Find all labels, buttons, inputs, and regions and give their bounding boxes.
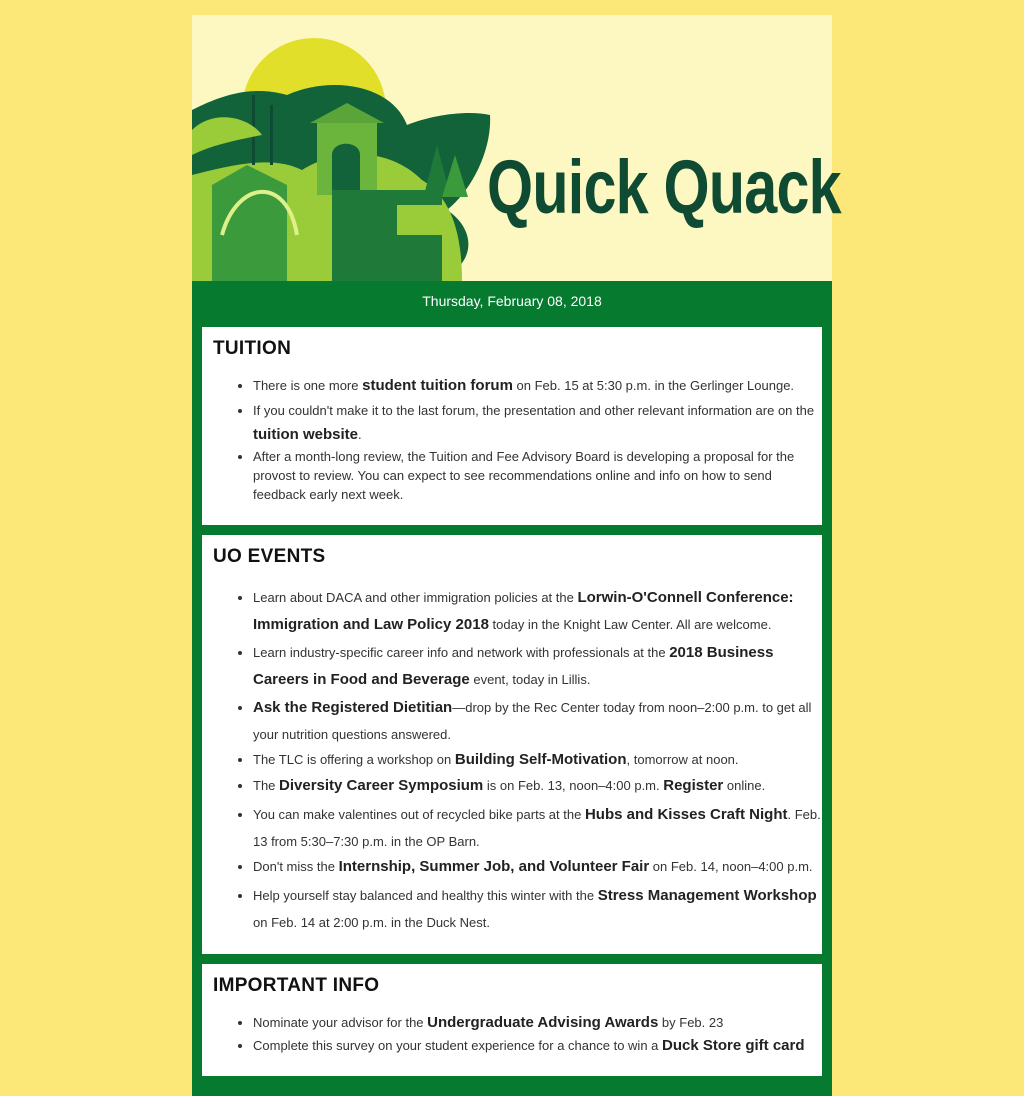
- building-window-band: [397, 205, 442, 235]
- list-item: [253, 882, 822, 936]
- item-text: Learn industry-specific career info and network with professionals at the: [253, 645, 670, 660]
- item-link[interactable]: Duck Store gift card: [662, 1037, 805, 1054]
- list-item: [253, 694, 822, 748]
- events-list: [213, 584, 822, 936]
- item-text: on Feb. 15 at 5:30 p.m. in the Gerlinger Lounge.: [512, 378, 795, 393]
- building-right: [332, 190, 442, 281]
- item-text: Complete this survey on your student experience for a chance to win a: [253, 1038, 662, 1053]
- section-title: TUITION: [213, 338, 292, 359]
- item-link[interactable]: Lorwin-O'Connell Conference: Immigration and Law Policy 2018: [253, 589, 794, 633]
- item-link[interactable]: Internship, Summer Job, and Volunteer Fair: [338, 858, 650, 875]
- item-text: If you couldn't make it to the last forum, the presentation and other relevant information are on the: [253, 403, 815, 418]
- item-text: on Feb. 14, noon–4:00 p.m.: [649, 859, 813, 874]
- section-title: UO EVENTS: [213, 546, 326, 567]
- item-text: . Feb. 13 from 5:30–7:30 p.m. in the OP Barn.: [253, 807, 821, 849]
- list-item: [253, 801, 822, 855]
- item-link[interactable]: Register: [663, 777, 724, 794]
- item-text: Nominate your advisor for the: [253, 1015, 428, 1030]
- newsletter-logo-title: Quick Quack: [487, 145, 841, 230]
- item-link[interactable]: student tuition forum: [362, 377, 513, 394]
- item-link[interactable]: Hubs and Kisses Craft Night: [584, 806, 788, 823]
- item-link[interactable]: Diversity Career Symposium: [279, 777, 484, 794]
- item-text: Help yourself stay balanced and healthy this winter with the: [253, 888, 598, 903]
- list-item: [253, 1013, 822, 1032]
- lamp-post-2: [270, 105, 273, 165]
- list-item: [253, 639, 822, 693]
- list-item: [253, 1036, 822, 1055]
- header-banner: [192, 15, 841, 281]
- section-tuition: [202, 327, 822, 525]
- item-text: The TLC is offering a workshop on: [253, 752, 455, 767]
- item-text: After a month-long review, the Tuition and Fee Advisory Board is developing a proposal for the provost to review. You can expect to see recommendations online and info on how to send feedback early next week.: [253, 449, 795, 502]
- list-item: [253, 399, 822, 447]
- item-text: You can make valentines out of recycled bike parts at the: [253, 807, 585, 822]
- item-text: Don't miss the: [253, 859, 339, 874]
- list-item: [253, 749, 822, 770]
- item-text: There is one more: [253, 378, 363, 393]
- item-text: .: [358, 427, 362, 442]
- list-item: [253, 447, 822, 504]
- item-text: —drop by the Rec Center today from noon–2:00 p.m. to get all your nutrition questions answered.: [253, 700, 812, 742]
- item-link[interactable]: 2018 Business Careers in Food and Beverage: [253, 644, 774, 688]
- building-arch: [332, 144, 360, 195]
- section-title: IMPORTANT INFO: [213, 975, 380, 996]
- newsletter-body: [192, 281, 832, 1096]
- tuition-list: [213, 376, 822, 504]
- section-important-info: [202, 964, 822, 1076]
- building-left: [212, 165, 287, 281]
- item-link[interactable]: Building Self-Motivation: [454, 751, 627, 768]
- list-item: [253, 775, 822, 796]
- item-text: is on Feb. 13, noon–4:00 p.m.: [483, 778, 664, 793]
- item-link[interactable]: Stress Management Workshop: [597, 887, 817, 904]
- issue-date: Thursday, February 08, 2018: [422, 293, 602, 309]
- item-link[interactable]: tuition website: [253, 426, 358, 443]
- item-text: event, today in Lillis.: [469, 672, 591, 687]
- list-item: [253, 376, 822, 395]
- section-uo-events: [202, 535, 822, 954]
- item-text: Learn about DACA and other immigration policies at the: [253, 590, 578, 605]
- list-item: [253, 584, 822, 638]
- item-text: , tomorrow at noon.: [626, 752, 739, 767]
- item-text: by Feb. 23: [658, 1015, 724, 1030]
- newsletter-email: [192, 15, 841, 1054]
- item-text: today in the Knight Law Center. All are welcome.: [488, 617, 772, 632]
- list-item: [253, 856, 822, 877]
- info-list: [213, 1013, 822, 1055]
- item-link[interactable]: Undergraduate Advising Awards: [427, 1014, 659, 1031]
- item-text: online.: [723, 778, 766, 793]
- item-text: The: [253, 778, 280, 793]
- item-text: on Feb. 14 at 2:00 p.m. in the Duck Nest.: [253, 915, 491, 930]
- item-link[interactable]: Ask the Registered Dietitian: [253, 699, 453, 716]
